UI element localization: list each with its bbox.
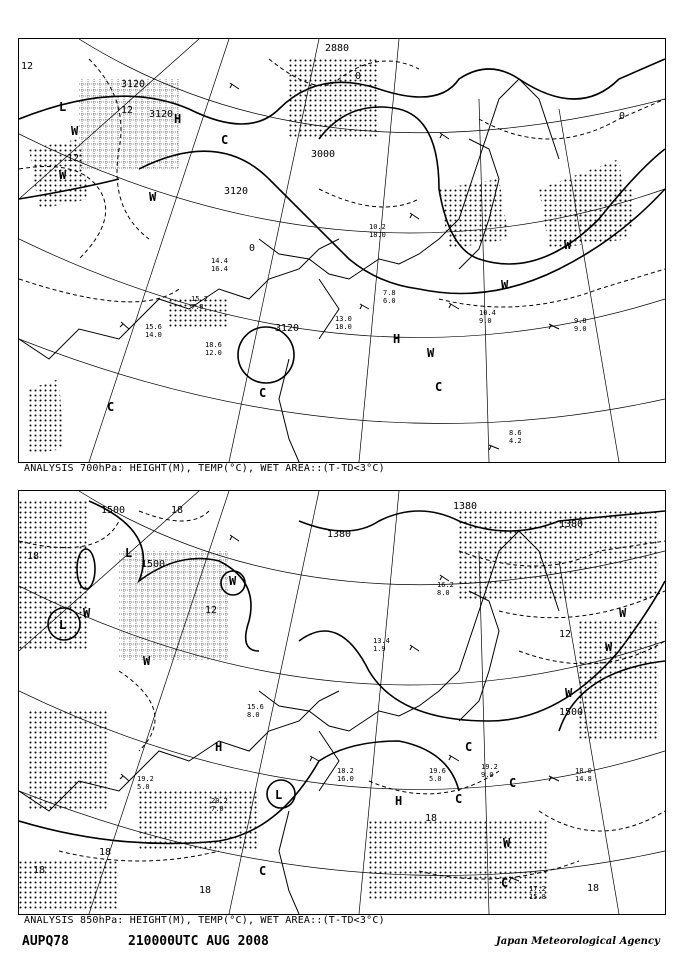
contour-label: 0 [249, 243, 256, 254]
map-panel-700hpa [18, 38, 666, 463]
high-center: H [174, 112, 182, 126]
warm-center: W [149, 190, 157, 204]
station-dewpoint: 9.0 [479, 317, 492, 325]
warm-center: W [71, 124, 79, 138]
warm-center: W [565, 686, 573, 700]
high-center: H [395, 794, 403, 808]
station-temp: 16.2 [437, 581, 454, 589]
contour-label: 1500 [101, 505, 126, 516]
contour-label: 3120 [224, 186, 249, 197]
station-temp: 7.8 [383, 289, 396, 297]
weather-map-850hpa [19, 491, 665, 914]
contour-label: 3120 [275, 323, 300, 334]
warm-center: W [564, 238, 572, 252]
low-center: L [275, 788, 283, 802]
station-temp: 9.8 [574, 317, 587, 325]
station-temp: 14.4 [211, 257, 228, 265]
contour-label: 1500 [141, 559, 166, 570]
station-temp: 13.0 [335, 315, 352, 323]
contour-label: 18 [587, 883, 600, 894]
low-center-circle [238, 327, 294, 383]
station-dewpoint: 16.0 [337, 775, 354, 783]
chart-id: AUPQ78 [22, 934, 69, 949]
warm-center: W [59, 168, 67, 182]
cold-center: C [259, 386, 267, 400]
warm-center: W [619, 606, 627, 620]
station-dewpoint: 4.2 [509, 437, 522, 445]
station-dewpoint: 15.8 [529, 893, 546, 901]
station-dewpoint: 8.0 [437, 589, 450, 597]
station-temp: 18.0 [575, 767, 592, 775]
contour-label: 12 [205, 605, 218, 616]
station-dewpoint: 9.0 [574, 325, 587, 333]
cold-center: C [465, 740, 473, 754]
contour-label: 1380 [327, 529, 352, 540]
station-dewpoint: 8.0 [247, 711, 260, 719]
low-center: L [59, 618, 67, 632]
contour-label: 1500 [559, 707, 584, 718]
warm-center: W [605, 640, 613, 654]
high-center: H [215, 740, 223, 754]
station-temp: 18.6 [205, 341, 222, 349]
contour-label: 1380 [559, 519, 584, 530]
station-dewpoint: 7.0 [211, 805, 224, 813]
contour-label: 12 [559, 629, 572, 640]
station-temp: 15.6 [247, 703, 264, 711]
map-panel-850hpa [18, 490, 666, 915]
cold-center: C [509, 776, 517, 790]
cold-center: C [259, 864, 267, 878]
station-temp: 18.2 [337, 767, 354, 775]
station-temp: 10.2 [369, 223, 386, 231]
wet-area [29, 59, 634, 454]
station-temp: 20.2 [211, 797, 228, 805]
cold-center: C [435, 380, 443, 394]
contour-label: 12 [121, 105, 134, 116]
contour-label: 18 [99, 847, 112, 858]
station-temp: 15.2 [191, 295, 208, 303]
cold-center: C [501, 876, 509, 890]
contour-label: 18 [33, 865, 46, 876]
contour-label: 1380 [453, 501, 478, 512]
station-dewpoint: 7.8 [191, 303, 204, 311]
station-dewpoint: 12.0 [205, 349, 222, 357]
contour-label: 18 [199, 885, 212, 896]
valid-time: 210000UTC AUG 2008 [128, 934, 269, 949]
agency-name: Japan Meteorological Agency [496, 936, 660, 947]
station-dewpoint: 18.0 [335, 323, 352, 331]
low-center: L [125, 546, 133, 560]
caption-700hpa: ANALYSIS 700hPa: HEIGHT(M), TEMP(°C), WET AREA::(T-TD<3°C) [24, 463, 385, 474]
station-dewpoint: 18.0 [369, 231, 386, 239]
low-center: L [59, 100, 67, 114]
station-temp: 8.6 [509, 429, 522, 437]
warm-center: W [83, 606, 91, 620]
warm-center: W [229, 574, 237, 588]
warm-center: W [503, 836, 511, 850]
station-temp: 19.2 [481, 763, 498, 771]
caption-850hpa: ANALYSIS 850hPa: HEIGHT(M), TEMP(°C), WET AREA::(T-TD<3°C) [24, 915, 385, 926]
warm-center: W [501, 278, 509, 292]
cold-center: C [221, 133, 229, 147]
station-dewpoint: 6.0 [383, 297, 396, 305]
weather-map-700hpa [19, 39, 665, 462]
contour-label: 12 [67, 153, 80, 164]
station-plots [145, 223, 587, 445]
high-center: H [393, 332, 401, 346]
wet-area [19, 501, 659, 911]
contour-label: 0 [619, 111, 626, 122]
station-dewpoint: 16.4 [211, 265, 228, 273]
station-temp: 13.4 [373, 637, 390, 645]
contour-label: 3120 [121, 79, 146, 90]
contour-label: 3120 [149, 109, 174, 120]
station-temp: 10.4 [479, 309, 496, 317]
contour-label: 18 [171, 505, 184, 516]
contour-label: 2880 [325, 43, 350, 54]
station-temp: 19.6 [429, 767, 446, 775]
station-dewpoint: 5.0 [137, 783, 150, 791]
station-dewpoint: 5.0 [429, 775, 442, 783]
contour-label: 3000 [311, 149, 336, 160]
contour-label: 18 [425, 813, 438, 824]
station-temp: 19.2 [137, 775, 154, 783]
station-dewpoint: 14.8 [575, 775, 592, 783]
contour-label: 18 [27, 551, 40, 562]
station-temp: 17.2 [529, 885, 546, 893]
station-dewpoint: 9.0 [481, 771, 494, 779]
station-temp: 15.6 [145, 323, 162, 331]
station-dewpoint: 14.0 [145, 331, 162, 339]
station-dewpoint: 1.9 [373, 645, 386, 653]
contour-label: 12 [21, 61, 34, 72]
cold-center: C [455, 792, 463, 806]
contour-label: 0 [355, 71, 362, 82]
cold-center: C [107, 400, 115, 414]
warm-center: W [143, 654, 151, 668]
warm-center: W [427, 346, 435, 360]
